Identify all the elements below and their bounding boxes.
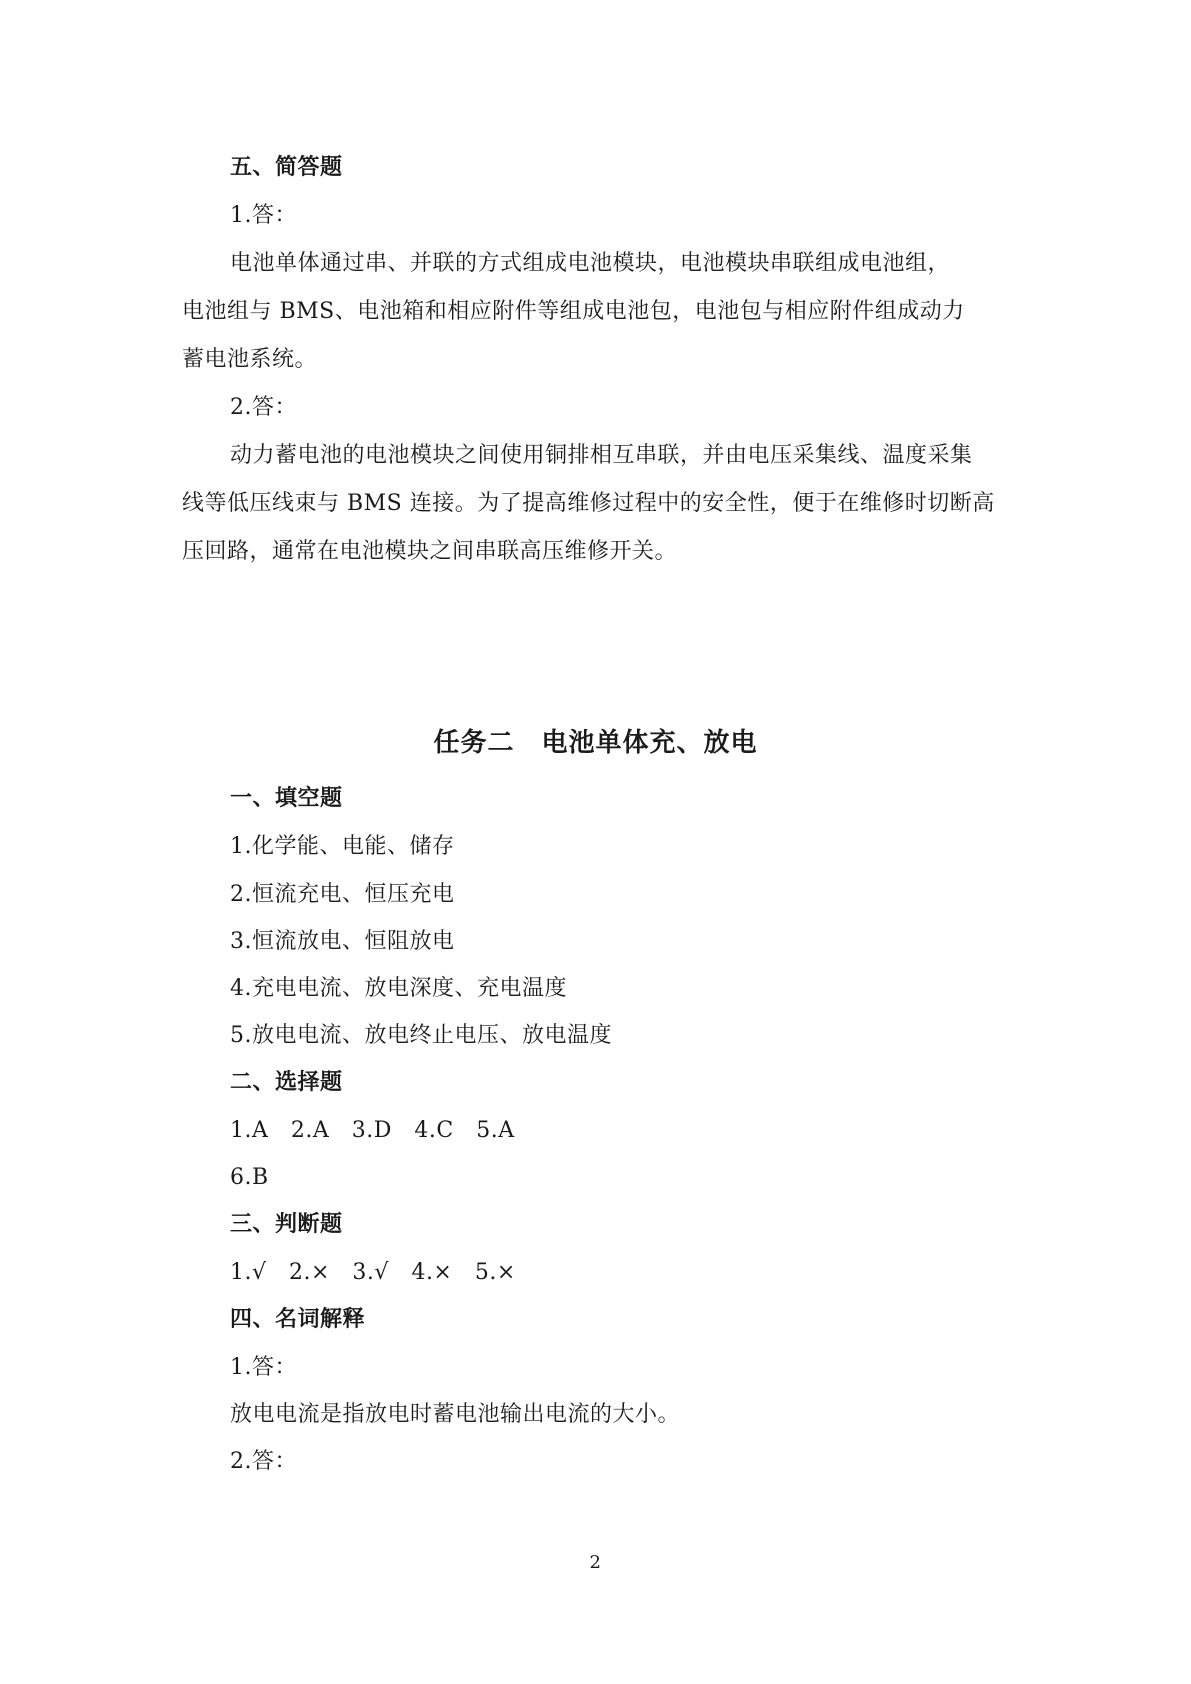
terms-q1-label: 1.答： <box>230 1355 297 1380</box>
task-title: 任务二 电池单体充、放电 <box>433 728 758 758</box>
page-number: 2 <box>589 1552 602 1573</box>
section5-q2-label: 2.答： <box>230 395 297 420</box>
fill-blank-heading: 一、填空题 <box>230 786 343 811</box>
terms-q1-text: 放电电流是指放电时蓄电池输出电流的大小。 <box>230 1402 681 1427</box>
section5-q2-line: 压回路，通常在电池模块之间串联高压维修开关。 <box>182 539 678 564</box>
terms-heading: 四、名词解释 <box>230 1307 366 1332</box>
section5-q1-line: 电池单体通过串、并联的方式组成电池模块，电池模块串联组成电池组， <box>230 251 951 276</box>
choice-heading: 二、选择题 <box>230 1070 343 1095</box>
judge-heading: 三、判断题 <box>230 1212 343 1237</box>
section5-q1-line: 蓄电池系统。 <box>182 347 318 372</box>
fill-blank-item: 2.恒流充电、恒压充电 <box>230 882 455 907</box>
section5-q1-line: 电池组与 BMS、电池箱和相应附件等组成电池包，电池包与相应附件组成动力 <box>182 299 965 324</box>
section5-heading: 五、简答题 <box>230 155 343 180</box>
fill-blank-item: 1.化学能、电能、储存 <box>230 834 455 859</box>
choice-answers: 6.B <box>230 1165 269 1190</box>
terms-q2-label: 2.答： <box>230 1449 297 1474</box>
section5-q2-line: 动力蓄电池的电池模块之间使用铜排相互串联，并由电压采集线、温度采集 <box>230 443 973 468</box>
fill-blank-item: 4.充电电流、放电深度、充电温度 <box>230 976 567 1001</box>
choice-answers: 1.A 2.A 3.D 4.C 5.A <box>230 1118 515 1143</box>
section5-q2-line: 线等低压线束与 BMS 连接。为了提高维修过程中的安全性，便于在维修时切断高 <box>182 491 995 516</box>
fill-blank-item: 3.恒流放电、恒阻放电 <box>230 929 455 954</box>
fill-blank-item: 5.放电电流、放电终止电压、放电温度 <box>230 1023 612 1048</box>
judge-answers: 1.√ 2.× 3.√ 4.× 5.× <box>230 1260 516 1285</box>
section5-q1-label: 1.答： <box>230 203 297 228</box>
